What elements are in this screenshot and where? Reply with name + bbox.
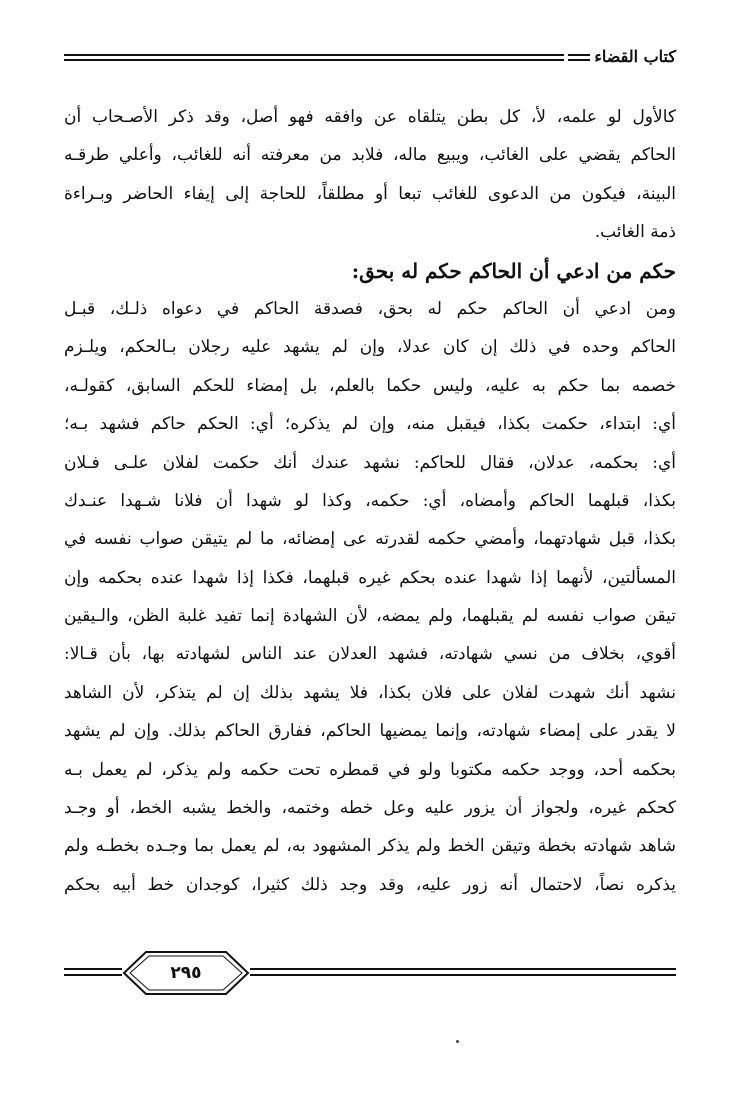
text-line: تيقن صواب نفسه لم يقبلهما، ولم يمضه، لأن الشهادة إنما تفيد غلبة الظن، والـيقين: [64, 606, 676, 627]
text-line: البينة، فيكون من الدعوى للغائب تبعا أو مطلقاً، للحاجة إلى إيفاء الحاضر وبـراءة: [64, 183, 676, 204]
section-heading: حكم من ادعي أن الحاكم حكم له بحق:: [351, 258, 676, 283]
text-line: أي: ابتداء، حكمت بكذا، فيقبل منه، وإن لم يذكره؛ أي: الحكم حاكم فشهد بـه؛: [64, 414, 676, 435]
text-line: الحاكم وحده في ذلك إن كان عدلا، وإن لم يشهد عليه رجلان بـالحكم، ويلـزم: [64, 337, 676, 358]
footer-rule: [64, 974, 122, 976]
text-line: بحكمه أحد، ووجد حكمه مكتوبا ولو في قمطره تحت حكمه ولم يذكر، لم يعمل بـه: [64, 759, 676, 780]
page-number: ٢٩٥: [170, 963, 202, 983]
scan-speck: [456, 1040, 459, 1043]
header-rule-short: [568, 59, 590, 61]
text-line: نشهد أنك شهدت لفلان على فلان بكذا، فلا يشهد بذلك إن لم يتذكر، لأن الشاهد: [64, 682, 676, 703]
text-line: لا يقدر على إمضاء شهادته، وإنما يمضيها الحاكم، ففارق الحاكم بذلك. وإن لم يشهد: [64, 721, 676, 742]
text-line: الحاكم يقضي على الغائب، ويبيع ماله، فلابد من معرفته أنه للغائب، وأعلي طرقـه: [64, 145, 676, 166]
text-line: ذمة الغائب.: [594, 222, 676, 243]
page-footer: [64, 948, 676, 998]
page-number-badge: [122, 950, 250, 996]
header-rule: [64, 59, 564, 61]
footer-rule: [250, 968, 676, 970]
text-line: ومن ادعي أن الحاكم حكم له بحق، فصدقة الحاكم في دعواه ذلـك، قبـل: [64, 298, 676, 319]
chapter-title: كتاب القضاء: [594, 47, 676, 66]
text-line: أي: بحكمه، عدلان، فقال للحاكم: نشهد عندك أنك حكمت لفلان علـى فـلان: [64, 452, 676, 473]
header-rule: [64, 54, 564, 56]
text-line: بكذا، قبل شهادتهما، وأمضي حكمه لقدرته عى إمضائه، ما لم يتيقن صواب نفسه في: [64, 529, 676, 550]
footer-rule: [250, 974, 676, 976]
text-line: خصمه بما حكم به عليه، وليس حكما بالعلم، بل إمضاء للحكم السابق، كقولـه،: [64, 375, 676, 396]
text-line: المسألتين، لأنهما إذا شهدا عنده بحكم غيره قبلهما، فكذا إذا شهدا عنده بحكمه وإن: [64, 567, 676, 588]
text-line: يذكره نصاً، لاحتمال أنه زور عليه، وقد وجد ذلك كثيرا، كوجدان خط أبيه بحكم: [64, 874, 676, 895]
body-text: [64, 98, 676, 904]
text-line: بكذا، قبلهما الحاكم وأمضاه، أي: حكمه، وكذا لو شهدا أن فلانا شـهدا عنـدك: [64, 490, 676, 511]
text-line: كالأول لو علمه، لأ، كل بطن يتلقاه عن وافقه فهو أصل، وقد ذكر الأصـحاب أن: [64, 107, 676, 127]
text-line: أقوي، بخلاف من نسي شهادته، فشهد العدلان عند الناس لشهادته بها، بأن قـالا:: [64, 644, 676, 665]
text-line: شاهد شهادته بخطة وتيقن الخط ولم يذكر المشهود به، لم يعمل بما وجـده بخطـه ولم: [64, 836, 676, 857]
header-rule-short: [568, 54, 590, 56]
text-line: كحكم غيره، ولجواز أن يزور عليه وعل خطه وختمه، والخط يشبه الخط، أو وجـد: [64, 798, 676, 819]
footer-rule: [64, 968, 122, 970]
running-header: [64, 46, 676, 68]
